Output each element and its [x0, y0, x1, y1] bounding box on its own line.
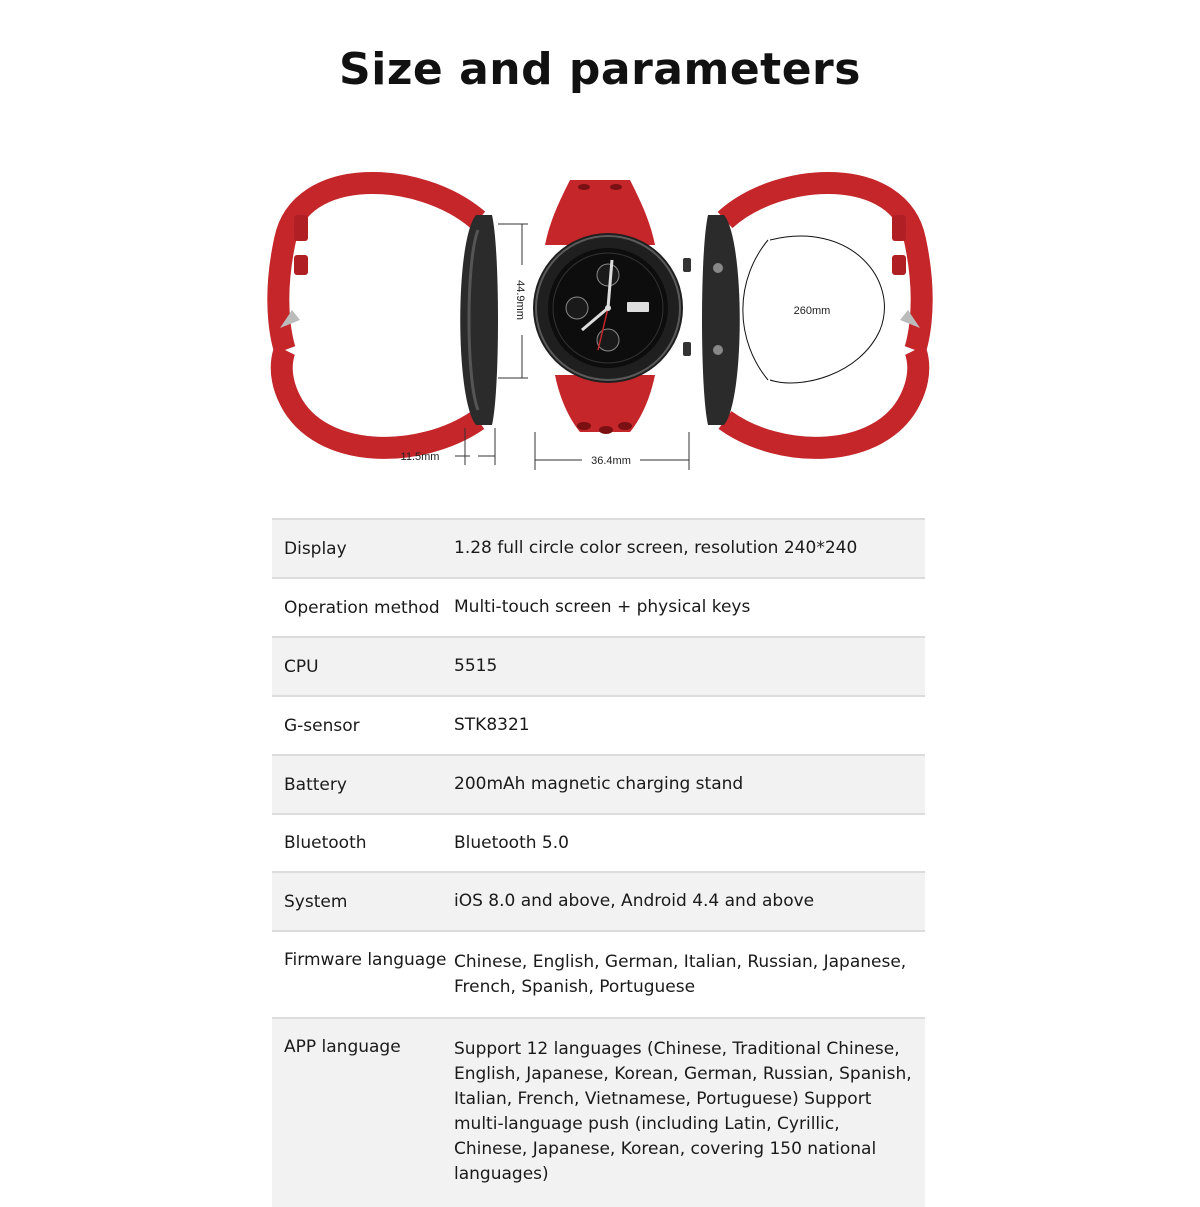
spec-label: Display [284, 538, 347, 559]
watch-dimension-illustration [0, 160, 1200, 490]
spec-row-system [272, 871, 925, 930]
spec-label: Firmware language [284, 950, 447, 970]
height-dimension [498, 224, 528, 378]
strap-length-label: 260mm [793, 305, 831, 317]
watch-front-view [533, 180, 691, 434]
spec-label: Bluetooth [284, 833, 367, 853]
spec-row-display [272, 518, 925, 577]
spec-row-g-sensor [272, 695, 925, 754]
spec-value: Chinese, English, German, Italian, Russian, Japanese, French, Spanish, Portuguese [454, 952, 907, 997]
spec-row-operation-method [272, 577, 925, 636]
spec-label: CPU [284, 656, 319, 677]
spec-value: 5515 [454, 656, 498, 676]
spec-row-bluetooth [272, 813, 925, 871]
spec-label: Battery [284, 774, 347, 795]
width-dimension [535, 432, 689, 470]
spec-row-firmware-language [272, 930, 925, 1017]
height-label: 44.9mm [514, 280, 526, 320]
spec-label: G-sensor [284, 715, 360, 736]
spec-value: Support 12 languages (Chinese, Traditional Chinese, English, Japanese, Korean, German, Russian, Spanish, Italian, French, Vietnamese, Portuguese) Support multi-language push (including Latin, Cyrillic, Chinese, Japanese, Korean, covering 150 national languages) [454, 1039, 912, 1184]
spec-row-battery [272, 754, 925, 813]
spec-value: 1.28 full circle color screen, resolution 240*240 [454, 538, 858, 558]
spec-label: APP language [284, 1037, 401, 1057]
spec-table [272, 518, 925, 1207]
width-label: 36.4mm [591, 455, 631, 467]
watch-side-view-left [278, 183, 498, 448]
spec-value: 200mAh magnetic charging stand [454, 774, 744, 794]
spec-label: Operation method [284, 597, 440, 618]
spec-row-cpu [272, 636, 925, 695]
spec-value: STK8321 [454, 715, 530, 735]
spec-label: System [284, 891, 348, 912]
thickness-label: 11.5mm [400, 451, 440, 463]
spec-row-app-language [272, 1017, 925, 1207]
page-title: Size and parameters [339, 44, 861, 95]
watch-side-view-right [702, 183, 922, 448]
spec-value: Bluetooth 5.0 [454, 832, 569, 853]
spec-value: Multi-touch screen + physical keys [454, 597, 751, 617]
spec-value: iOS 8.0 and above, Android 4.4 and above [454, 891, 815, 911]
